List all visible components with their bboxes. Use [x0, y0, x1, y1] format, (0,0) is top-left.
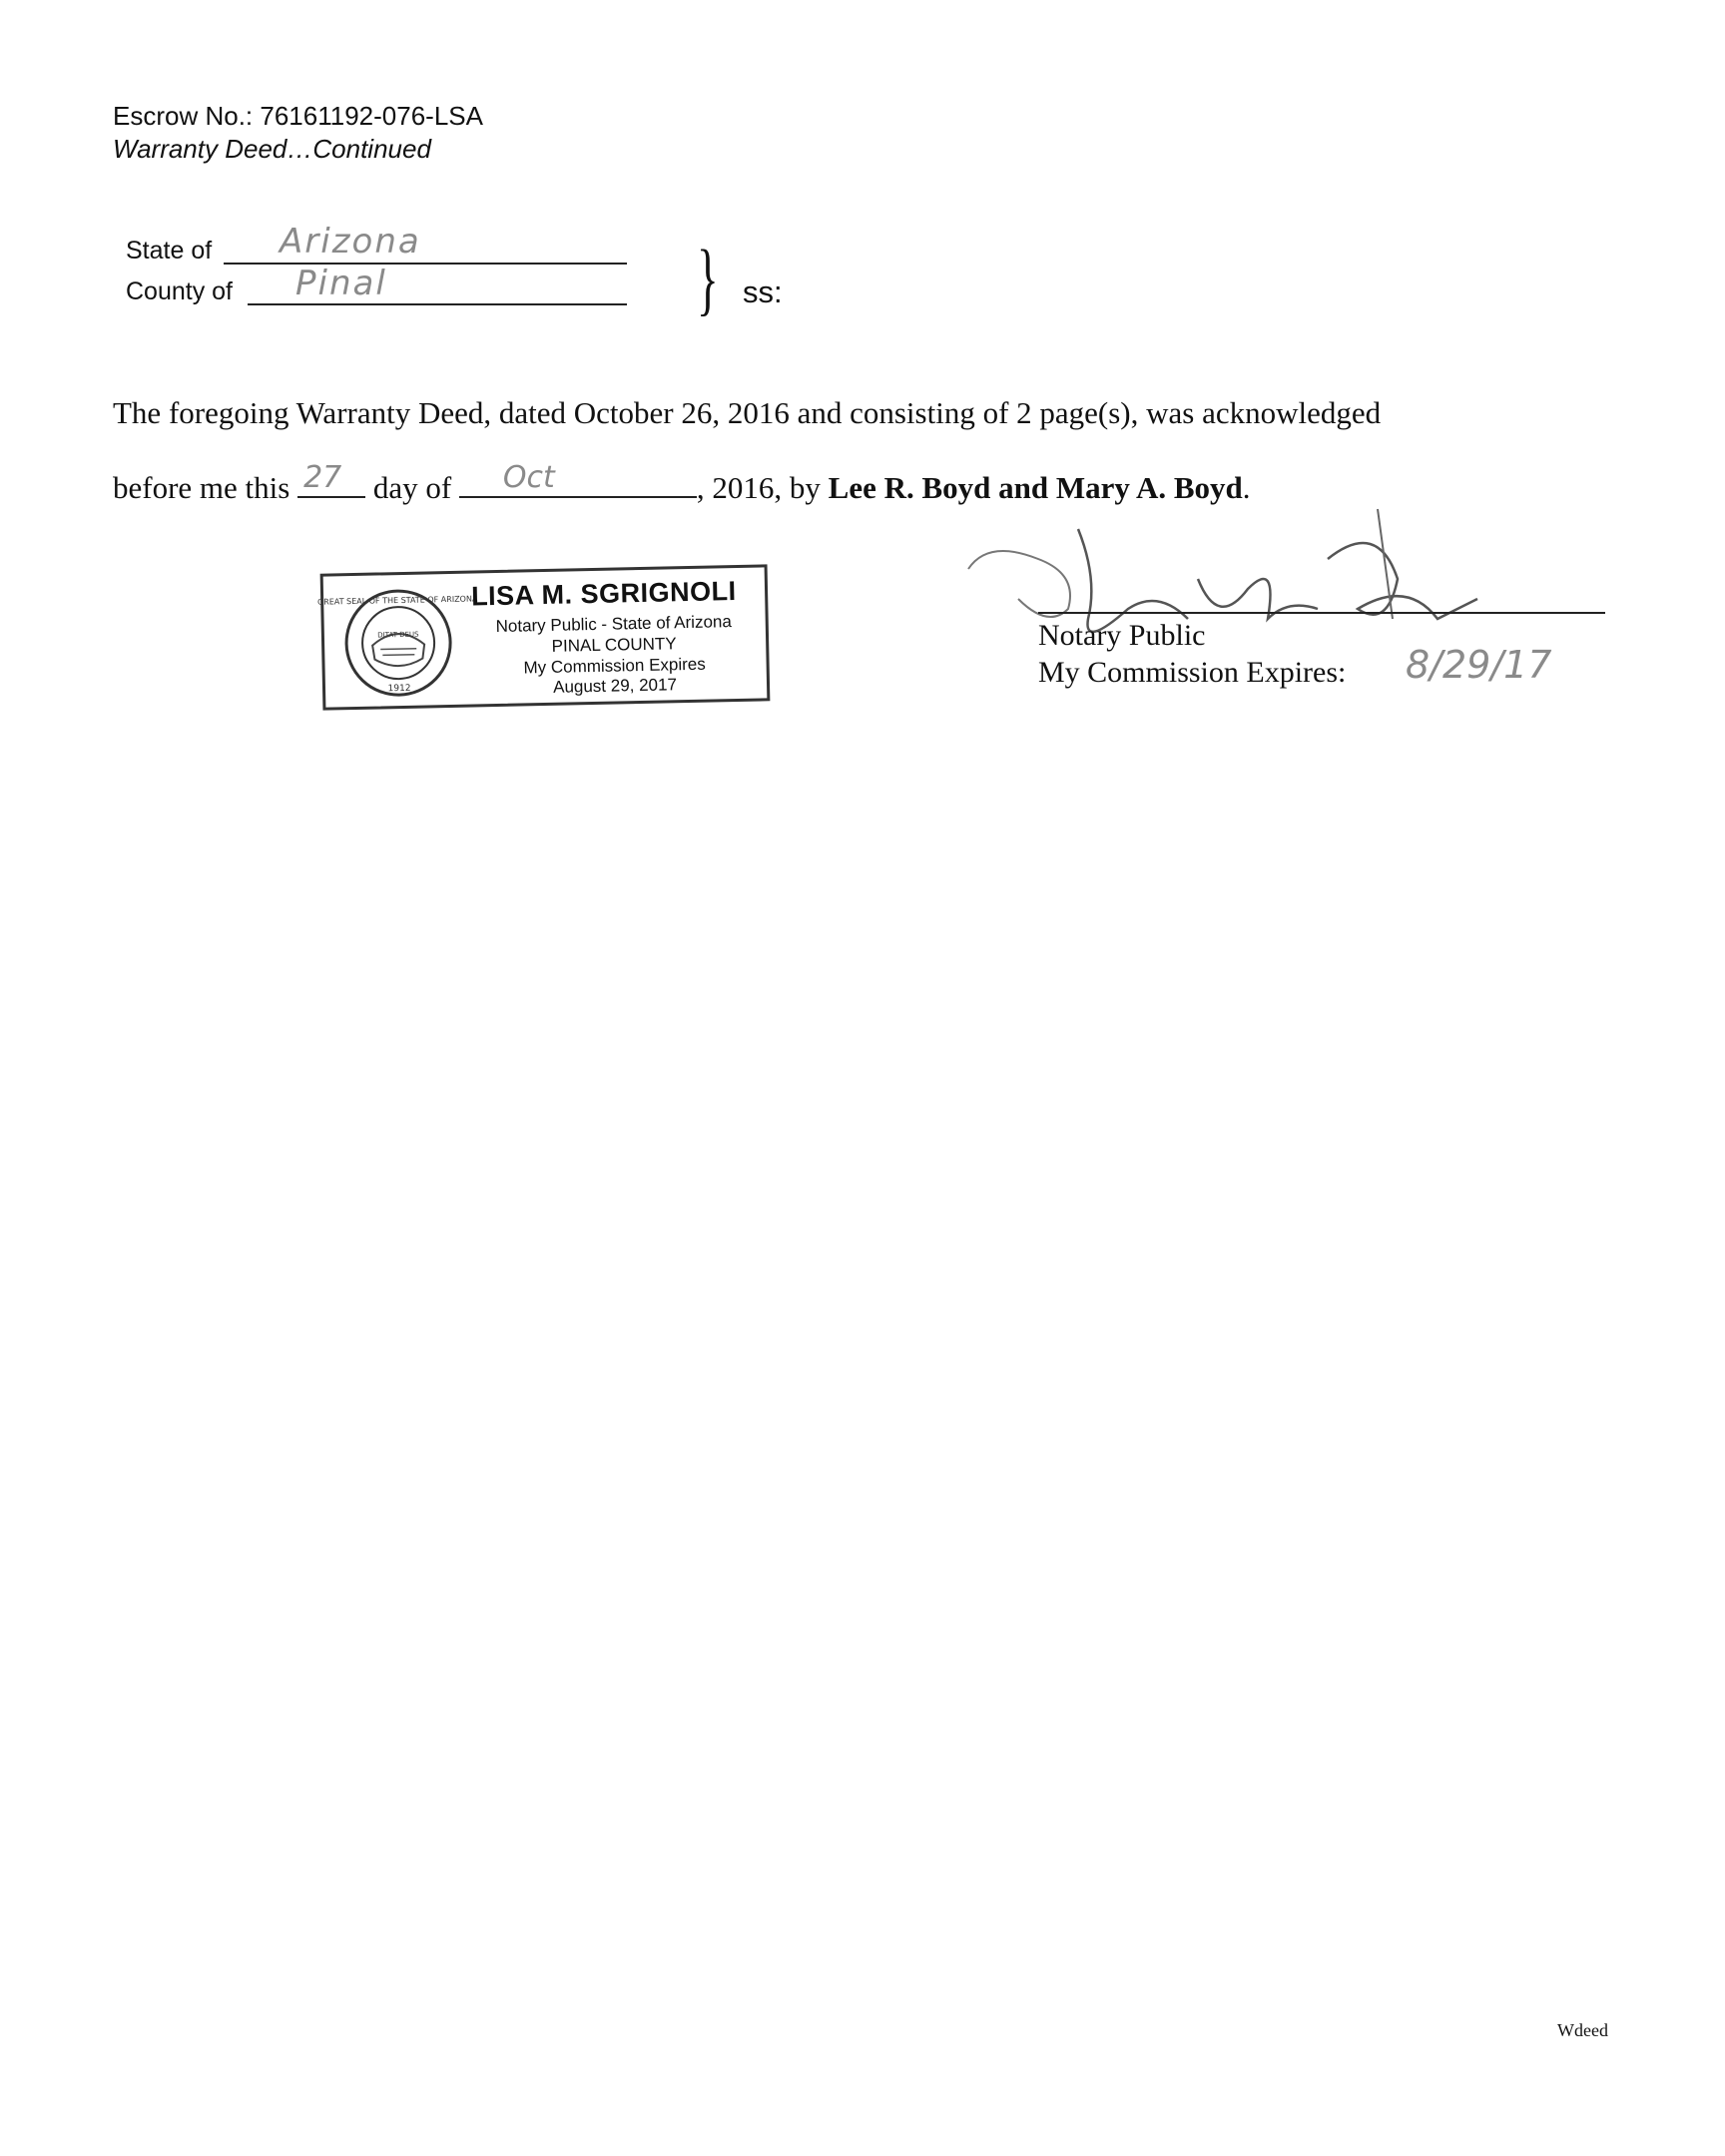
signature-line	[1038, 612, 1605, 614]
before-me-text: before me this	[113, 470, 290, 505]
seal-text: GREAT SEAL OF THE STATE OF ARIZONA	[316, 594, 478, 607]
notary-public-label: Notary Public	[1038, 619, 1206, 652]
notary-name: LISA M. SGRIGNOLI	[470, 575, 737, 612]
grantor-names: Lee R. Boyd and Mary A. Boyd	[828, 470, 1243, 505]
escrow-number-line	[113, 100, 483, 132]
state-label: State of	[126, 237, 213, 265]
seal-motto: DITAT DEUS	[377, 630, 419, 640]
footer-code: Wdeed	[1557, 2020, 1608, 2040]
state-handwritten: Arizona	[280, 222, 421, 262]
stamp-line-1: Notary Public - State of Arizona	[495, 612, 733, 637]
month-blank	[459, 460, 697, 498]
venue-brace: }	[697, 233, 719, 323]
commission-date-handwritten: 8/29/17	[1406, 643, 1552, 687]
stamp-line-4: August 29, 2017	[552, 675, 678, 697]
month-handwritten: Oct	[502, 460, 555, 495]
county-blank	[248, 303, 627, 305]
commission-expires-label: My Commission Expires:	[1038, 656, 1347, 689]
notary-stamp	[316, 564, 771, 710]
county-label: County of	[126, 277, 234, 305]
stamp-line-3: My Commission Expires	[523, 654, 706, 678]
period: .	[1242, 470, 1251, 505]
escrow-number: 76161192-076-LSA	[260, 101, 483, 131]
escrow-label: Escrow No.:	[113, 101, 261, 131]
stamp-line-2: PINAL COUNTY	[551, 634, 677, 656]
year-by-text: , 2016, by	[696, 470, 829, 505]
county-handwritten: Pinal	[295, 264, 387, 303]
state-seal-icon	[316, 586, 478, 700]
ss-label: ss:	[743, 274, 783, 309]
day-blank	[297, 460, 365, 498]
document-subtitle: Warranty Deed…Continued	[113, 134, 431, 164]
state-blank	[224, 263, 627, 265]
day-of-text: day of	[372, 470, 452, 505]
seal-year: 1912	[387, 683, 411, 695]
day-handwritten: 27	[303, 460, 342, 495]
acknowledgment-line-1: The foregoing Warranty Deed, dated October 26, 2016 and consisting of 2 page(s), was acknowledged	[113, 395, 1382, 430]
